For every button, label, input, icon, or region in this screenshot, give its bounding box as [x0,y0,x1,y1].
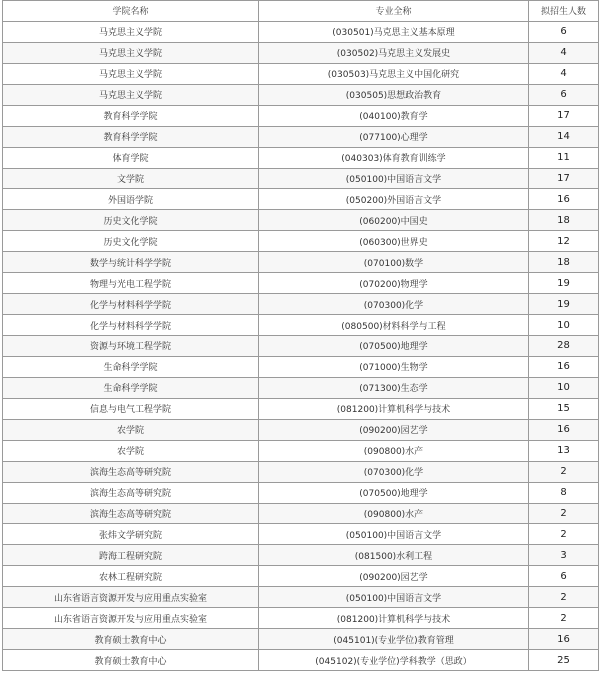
table-row [3,105,599,126]
quota-cell: 2 [529,608,599,629]
table-row [3,21,599,42]
major-cell: (070200)物理学 [259,273,529,294]
major-cell: (071000)生物学 [259,356,529,377]
header-college: 学院名称 [3,1,259,22]
quota-cell: 8 [529,482,599,503]
college-cell: 教育科学学院 [3,126,259,147]
quota-cell: 4 [529,63,599,84]
quota-cell: 28 [529,336,599,357]
major-cell: (070300)化学 [259,294,529,315]
quota-cell: 19 [529,273,599,294]
table-row [3,377,599,398]
table-row [3,419,599,440]
quota-cell: 13 [529,440,599,461]
college-cell: 数学与统计科学学院 [3,252,259,273]
table-row [3,650,599,671]
major-cell: (040100)教育学 [259,105,529,126]
major-cell: (080500)材料科学与工程 [259,315,529,336]
major-cell: (070500)地理学 [259,336,529,357]
table-row [3,189,599,210]
quota-cell: 18 [529,210,599,231]
quota-cell: 15 [529,398,599,419]
major-cell: (081500)水利工程 [259,545,529,566]
major-cell: (090200)园艺学 [259,419,529,440]
college-cell: 资源与环境工程学院 [3,336,259,357]
college-cell: 教育硕士教育中心 [3,629,259,650]
college-cell: 滨海生态高等研究院 [3,503,259,524]
table-row [3,608,599,629]
quota-cell: 6 [529,84,599,105]
college-cell: 山东省语言资源开发与应用重点实验室 [3,587,259,608]
major-cell: (077100)心理学 [259,126,529,147]
header-row [3,1,599,22]
table-row [3,461,599,482]
table-row [3,273,599,294]
table-row [3,524,599,545]
college-cell: 体育学院 [3,147,259,168]
college-cell: 农林工程研究院 [3,566,259,587]
college-cell: 山东省语言资源开发与应用重点实验室 [3,608,259,629]
major-cell: (090200)园艺学 [259,566,529,587]
major-cell: (030505)思想政治教育 [259,84,529,105]
quota-cell: 19 [529,294,599,315]
college-cell: 马克思主义学院 [3,63,259,84]
quota-cell: 3 [529,545,599,566]
college-cell: 生命科学学院 [3,377,259,398]
college-cell: 化学与材料科学学院 [3,315,259,336]
major-cell: (060200)中国史 [259,210,529,231]
quota-cell: 14 [529,126,599,147]
quota-cell: 6 [529,21,599,42]
table-row [3,63,599,84]
quota-cell: 11 [529,147,599,168]
table-row [3,252,599,273]
table-row [3,440,599,461]
table-row [3,503,599,524]
major-cell: (030502)马克思主义发展史 [259,42,529,63]
college-cell: 历史文化学院 [3,231,259,252]
major-cell: (045102)(专业学位)学科教学（思政） [259,650,529,671]
major-cell: (070500)地理学 [259,482,529,503]
major-cell: (030501)马克思主义基本原理 [259,21,529,42]
table-row [3,231,599,252]
header-quota: 拟招生人数 [529,1,599,22]
table-row [3,566,599,587]
college-cell: 农学院 [3,419,259,440]
quota-cell: 10 [529,315,599,336]
table-body [3,21,599,670]
major-cell: (090800)水产 [259,503,529,524]
quota-cell: 16 [529,419,599,440]
enrollment-table [2,0,599,671]
table-row [3,545,599,566]
table-row [3,587,599,608]
college-cell: 生命科学学院 [3,356,259,377]
quota-cell: 12 [529,231,599,252]
college-cell: 跨海工程研究院 [3,545,259,566]
major-cell: (090800)水产 [259,440,529,461]
quota-cell: 4 [529,42,599,63]
college-cell: 教育科学学院 [3,105,259,126]
college-cell: 外国语学院 [3,189,259,210]
table-row [3,356,599,377]
major-cell: (050100)中国语言文学 [259,168,529,189]
major-cell: (070100)数学 [259,252,529,273]
college-cell: 化学与材料科学学院 [3,294,259,315]
major-cell: (030503)马克思主义中国化研究 [259,63,529,84]
quota-cell: 17 [529,168,599,189]
college-cell: 马克思主义学院 [3,84,259,105]
table-row [3,294,599,315]
college-cell: 张炜文学研究院 [3,524,259,545]
college-cell: 马克思主义学院 [3,42,259,63]
table-row [3,126,599,147]
college-cell: 马克思主义学院 [3,21,259,42]
major-cell: (045101)(专业学位)教育管理 [259,629,529,650]
table-row [3,315,599,336]
college-cell: 滨海生态高等研究院 [3,461,259,482]
table-header [3,1,599,22]
major-cell: (071300)生态学 [259,377,529,398]
college-cell: 滨海生态高等研究院 [3,482,259,503]
college-cell: 文学院 [3,168,259,189]
college-cell: 信息与电气工程学院 [3,398,259,419]
quota-cell: 16 [529,189,599,210]
quota-cell: 10 [529,377,599,398]
quota-cell: 2 [529,461,599,482]
quota-cell: 17 [529,105,599,126]
table-row [3,147,599,168]
major-cell: (060300)世界史 [259,231,529,252]
table-row [3,210,599,231]
table-row [3,398,599,419]
major-cell: (081200)计算机科学与技术 [259,608,529,629]
quota-cell: 6 [529,566,599,587]
quota-cell: 18 [529,252,599,273]
major-cell: (050200)外国语言文学 [259,189,529,210]
college-cell: 历史文化学院 [3,210,259,231]
college-cell: 物理与光电工程学院 [3,273,259,294]
table-row [3,629,599,650]
table-row [3,42,599,63]
header-major: 专业全称 [259,1,529,22]
major-cell: (050100)中国语言文学 [259,524,529,545]
quota-cell: 25 [529,650,599,671]
major-cell: (050100)中国语言文学 [259,587,529,608]
quota-cell: 2 [529,524,599,545]
quota-cell: 16 [529,356,599,377]
table-row [3,482,599,503]
major-cell: (070300)化学 [259,461,529,482]
major-cell: (040303)体育教育训练学 [259,147,529,168]
table-row [3,84,599,105]
table-row [3,168,599,189]
quota-cell: 2 [529,587,599,608]
quota-cell: 2 [529,503,599,524]
college-cell: 教育硕士教育中心 [3,650,259,671]
college-cell: 农学院 [3,440,259,461]
table-row [3,336,599,357]
major-cell: (081200)计算机科学与技术 [259,398,529,419]
quota-cell: 16 [529,629,599,650]
